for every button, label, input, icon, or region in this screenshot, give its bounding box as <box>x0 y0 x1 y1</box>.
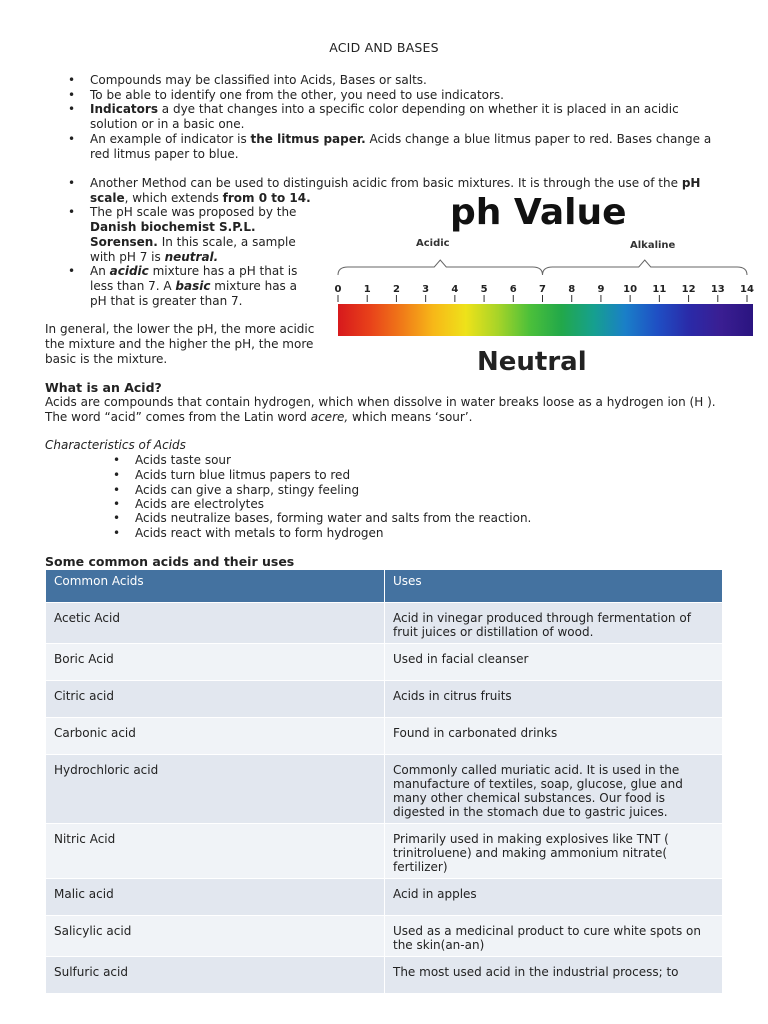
common-acids-table <box>45 569 723 994</box>
characteristic-item: • Acids neutralize bases, forming water and salts from the reaction. <box>135 511 531 526</box>
table-row <box>46 879 723 916</box>
basic-term: basic <box>175 279 211 293</box>
ph-tick-label: 0 <box>334 284 342 295</box>
table-row <box>46 957 723 994</box>
acid-name-cell: Hydrochloric acid <box>46 755 385 824</box>
alkaline-brace <box>543 260 748 275</box>
ph-tick-label: 3 <box>422 284 430 295</box>
acidic-brace <box>338 260 543 275</box>
ph-tick-label: 11 <box>652 284 667 295</box>
ph-tick-label: 9 <box>597 284 605 295</box>
column-header-uses: Uses <box>385 570 723 603</box>
acidic-label: Acidic <box>416 238 450 249</box>
bullet-litmus <box>90 132 730 162</box>
table-header-row <box>46 570 723 603</box>
bullet-classification: • Compounds may be classified into Acids, Bases or salts. <box>90 73 427 88</box>
acid-name-cell: Citric acid <box>46 681 385 718</box>
ph-value-figure <box>330 192 755 387</box>
acid-name-cell: Sulfuric acid <box>46 957 385 994</box>
acid-name-cell: Boric Acid <box>46 644 385 681</box>
litmus-term: the litmus paper. <box>250 132 366 146</box>
ph-tick-label: 1 <box>363 284 371 295</box>
ph-general-statement: In general, the lower the pH, the more acidic the mixture and the higher the pH, the more basic is the mixture. <box>45 322 315 366</box>
acid-use-cell: Commonly called muriatic acid. It is used in the manufacture of textiles, soap, glucose, glue and many other chemical substances. Our food is digested in the stomach due to gastric juices. <box>385 755 723 824</box>
acid-use-cell: Acid in vinegar produced through fermentation of fruit juices or distillation of wood. <box>385 603 723 644</box>
bullet-indicators-need: • To be able to identify one from the other, you need to use indicators. <box>90 88 504 103</box>
table-row <box>46 603 723 644</box>
table-heading: Some common acids and their uses <box>45 554 295 569</box>
ph-scale-graphic <box>330 192 755 342</box>
column-header-acid: Common Acids <box>46 570 385 603</box>
table-row <box>46 644 723 681</box>
neutral-term: neutral. <box>164 250 219 264</box>
table-row <box>46 824 723 879</box>
ph-color-bar <box>338 304 753 336</box>
ph-tick-label: 12 <box>681 284 696 295</box>
characteristic-item: • Acids taste sour <box>135 453 231 468</box>
litmus-text-2: Acids change a blue litmus paper to red. Bases change a red litmus paper to blue. <box>90 132 712 161</box>
table-row <box>46 916 723 957</box>
acidic-term: acidic <box>109 264 149 278</box>
characteristic-item: • Acids react with metals to form hydrogen <box>135 526 384 541</box>
acidic-text-1: An <box>90 264 110 278</box>
bullet-indicators-definition <box>90 102 730 132</box>
alkaline-label: Alkaline <box>630 240 676 251</box>
bullet-acidic-basic <box>90 264 308 309</box>
table-row <box>46 718 723 755</box>
acid-def-text-1: Acids are compounds that contain hydrogen, which when dissolve in water breaks loose as a hydrogen ion (H ). The word “acid” comes from the Latin word <box>45 395 716 424</box>
ph-tick-label: 10 <box>623 284 638 295</box>
acid-use-cell: Found in carbonated drinks <box>385 718 723 755</box>
acid-use-cell: Primarily used in making explosives like TNT ( trinitroluene) and making ammonium nitrate( fertilizer) <box>385 824 723 879</box>
acid-use-cell: The most used acid in the industrial process; to <box>385 957 723 994</box>
characteristics-heading: Characteristics of Acids <box>45 438 186 452</box>
acidic-text-3: mixture has a pH that is greater than 7. <box>90 279 297 308</box>
characteristic-item: • Acids turn blue litmus papers to red <box>135 468 350 483</box>
sorensen-text-2: In this scale, a sample with pH 7 is <box>90 235 296 264</box>
indicators-text: a dye that changes into a specific color depending on whether it is placed in an acidic solution or in a basic one. <box>90 102 679 131</box>
ph-scale-range: from 0 to 14. <box>222 191 311 205</box>
indicators-term: Indicators <box>90 102 158 116</box>
ph-tick-label: 7 <box>539 284 546 295</box>
ph-scale-text-2: , which extends <box>124 191 223 205</box>
acid-heading: What is an Acid? <box>45 380 162 395</box>
characteristic-item: • Acids can give a sharp, stingy feeling <box>135 483 359 498</box>
ph-scale-term: pH scale <box>90 176 701 205</box>
page-title: ACID AND BASES <box>329 40 439 55</box>
acid-name-cell: Carbonic acid <box>46 718 385 755</box>
acid-use-cell: Used as a medicinal product to cure white spots on the skin(an-an) <box>385 916 723 957</box>
table-row <box>46 755 723 824</box>
table-row <box>46 681 723 718</box>
acid-def-text-2: which means ‘sour’. <box>348 410 473 424</box>
sorensen-name: Danish biochemist S.P.L. Sorensen. <box>90 220 256 249</box>
ph-scale-text-1: Another Method can be used to distinguish acidic from basic mixtures. It is through the use of the <box>90 176 682 190</box>
ph-tick-label: 2 <box>392 284 400 295</box>
litmus-text-1: An example of indicator is <box>90 132 251 146</box>
ph-tick-label: 13 <box>710 284 725 295</box>
acid-definition <box>45 395 725 425</box>
neutral-label: Neutral <box>477 347 587 377</box>
ph-tick-label: 5 <box>480 284 488 295</box>
acid-use-cell: Acids in citrus fruits <box>385 681 723 718</box>
acere-term: acere, <box>310 410 349 424</box>
acid-name-cell: Nitric Acid <box>46 824 385 879</box>
characteristic-item: • Acids are electrolytes <box>135 497 264 512</box>
ph-tick-label: 8 <box>568 284 576 295</box>
acid-name-cell: Malic acid <box>46 879 385 916</box>
sorensen-text-1: The pH scale was proposed by the <box>90 205 297 219</box>
ph-tick-label: 6 <box>509 284 517 295</box>
acidic-text-2: mixture has a pH that is less than 7. A <box>90 264 298 293</box>
ph-tick-label: 14 <box>740 284 754 295</box>
acid-use-cell: Used in facial cleanser <box>385 644 723 681</box>
acid-use-cell: Acid in apples <box>385 879 723 916</box>
ph-tick-label: 4 <box>451 284 459 295</box>
ph-figure-title: ph Value <box>450 192 627 233</box>
bullet-sorensen <box>90 205 308 265</box>
acid-name-cell: Acetic Acid <box>46 603 385 644</box>
acid-name-cell: Salicylic acid <box>46 916 385 957</box>
